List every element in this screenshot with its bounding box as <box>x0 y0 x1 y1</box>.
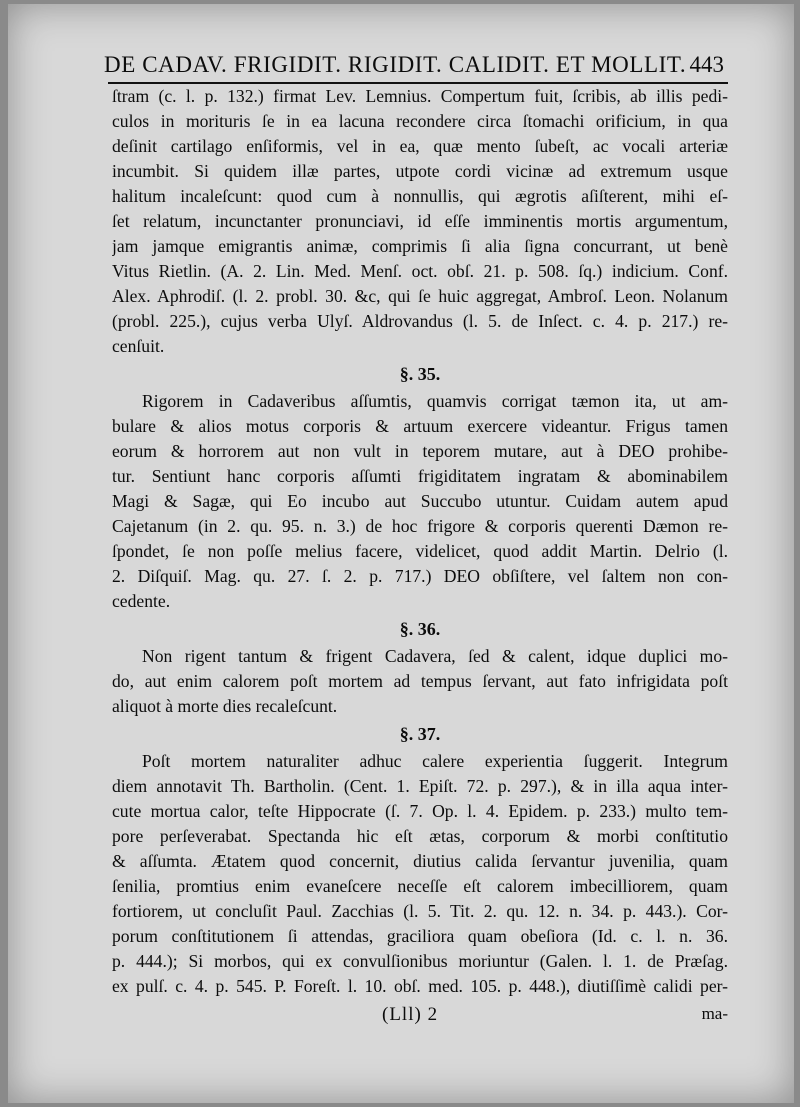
text-line: p. 444.); Si morbos, qui ex convulſionibus moriuntur (Galen. l. 1. de Præſag. <box>112 951 728 971</box>
text-line: incumbit. Si quidem illæ partes, utpote cordi vicinæ ad extremum usque <box>112 161 728 181</box>
text-line: cenſuit. <box>112 336 165 356</box>
text-line: cedente. <box>112 591 171 611</box>
text-line: Magi & Sagæ, qui Eo incubo aut Succubo utuntur. Cuidam autem apud <box>112 491 728 511</box>
text-line: culos in morituris ſe in ea lacuna recondere circa ſtomachi orificium, in qua <box>112 111 728 131</box>
text-line: bulare & alios motus corporis & artuum exercere videantur. Frigus tamen <box>112 416 728 436</box>
running-title: DE CADAV. FRIGIDIT. RIGIDIT. CALIDIT. ET MOLLIT. <box>104 52 687 77</box>
text-line: 2. Diſquiſ. Mag. qu. 27. ſ. 2. p. 717.) DEO obſiſtere, vel ſaltem non con- <box>112 566 728 586</box>
paragraph-continuation <box>112 84 728 359</box>
text-line: porum conſtitutionem ſi attendas, graciliora quam obeſiora (Id. c. l. n. 36. <box>112 926 728 946</box>
text-line: Non rigent tantum & frigent Cadavera, ſed & calent, idque duplici mo- <box>142 646 728 666</box>
section-heading-35: §. 35. <box>399 364 441 384</box>
running-head <box>104 52 724 86</box>
text-line: cute mortua calor, teſte Hippocrate (ſ. 7. Op. l. 4. Epidem. p. 233.) multo tem- <box>112 801 728 821</box>
text-line: diem annotavit Th. Bartholin. (Cent. 1. Epiſt. 72. p. 297.), & in illa aqua inter- <box>112 776 728 796</box>
text-line: ſenilia, promtius enim evaneſcere neceſſe eſt calorem imbecilliorem, quam <box>112 876 728 896</box>
body-text <box>112 84 728 999</box>
signature-mark: (Lll) 2 <box>382 1004 439 1025</box>
text-line: tur. Sentiunt hanc corporis aſſumti frigiditatem ingratam & abominabilem <box>112 466 728 486</box>
text-line: & aſſumta. Ætatem quod concernit, diutius calida ſervantur juvenilia, quam <box>112 851 728 871</box>
text-line: fortiorem, ut concluſit Paul. Zacchias (l. 5. Tit. 2. qu. 12. n. 34. p. 443.). Cor- <box>112 901 728 921</box>
section-36-paragraph <box>112 644 728 719</box>
text-line: eorum & horrorem aut non vult in teporem mutare, aut à DEO prohibe- <box>112 441 728 461</box>
text-line: ex pulſ. c. 4. p. 545. P. Foreſt. l. 10. obſ. med. 105. p. 448.), diutiſſimè calidi per- <box>112 976 728 996</box>
text-line: aliquot à morte dies recaleſcunt. <box>112 696 338 716</box>
text-line: ſet relatum, incunctanter pronunciavi, id eſſe imminentis mortis argumentum, <box>112 211 728 231</box>
text-line: Rigorem in Cadaveribus aſſumtis, quamvis corrigat tæmon ita, ut am- <box>142 391 728 411</box>
text-line: Cajetanum (in 2. qu. 95. n. 3.) de hoc frigore & corporis querenti Dæmon re- <box>112 516 728 536</box>
text-line: Vitus Rietlin. (A. 2. Lin. Med. Menſ. oct. obſ. 21. p. 508. ſq.) indicium. Conf. <box>112 261 728 281</box>
text-line: deſinit cartilago enſiformis, vel in ea, quæ mento ſubeſt, ac vocali arteriæ <box>112 136 728 156</box>
section-37-paragraph <box>112 749 728 999</box>
text-line: (probl. 225.), cujus verba Ulyſ. Aldrovandus (l. 5. de Inſect. c. 4. p. 217.) re- <box>112 311 728 331</box>
text-line: jam jamque emigrantis animæ, comprimis ſi alia ſigna concurrant, ut benè <box>112 236 728 256</box>
text-line: pore perſeverabat. Spectanda hic eſt ætas, corporum & morbi conſtitutio <box>112 826 728 846</box>
text-line: halitum incaleſcunt: quod cum à nonnullis, qui ægrotis aſiſterent, mihi eſ- <box>112 186 728 206</box>
catchword: ma- <box>701 1004 728 1023</box>
text-line: Poſt mortem naturaliter adhuc calere experientia ſuggerit. Integrum <box>142 751 728 771</box>
section-35-paragraph <box>112 389 728 614</box>
page-footer <box>112 1004 728 1030</box>
text-line: ſpondet, ſe non poſſe melius facere, videlicet, quod addit Martin. Delrio (l. <box>112 541 728 561</box>
text-line: do, aut enim calorem poſt mortem ad tempus ſervant, aut fato infrigidata poſt <box>112 671 728 691</box>
book-page <box>8 4 794 1103</box>
section-heading-36: §. 36. <box>399 619 441 639</box>
text-line: Alex. Aphrodiſ. (l. 2. probl. 30. &c, qui ſe huic aggregat, Ambroſ. Leon. Nolanum <box>112 286 728 306</box>
text-line: ſtram (c. l. p. 132.) firmat Lev. Lemnius. Compertum fuit, ſcribis, ab illis pedi- <box>112 86 728 106</box>
page-number: 443 <box>689 52 724 77</box>
section-heading-37: §. 37. <box>399 724 441 744</box>
